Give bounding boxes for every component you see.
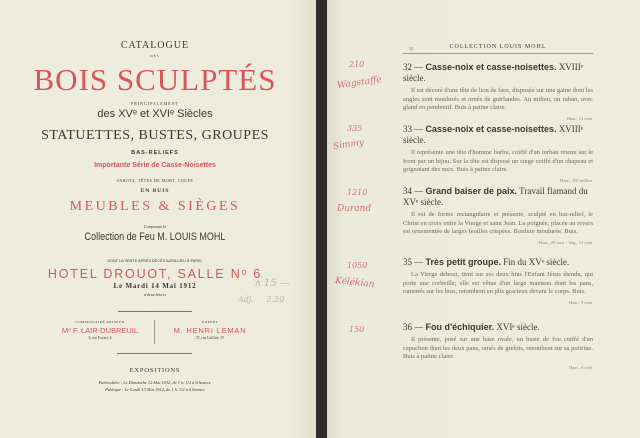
entry-title: Grand baiser de paix. (425, 186, 518, 196)
sabots-text: SABOTS, TÊTES DE MORT, COUPE (116, 178, 194, 183)
entry-number: 36 (403, 322, 412, 332)
expert-address: 37, rue Laffitte, 37 (195, 336, 225, 340)
catalogue-entry: 32 — Casse-noix et casse-noisettes. XVIIIᵉ siècle. Il est décoré d'une tête de lion de face, disposée sur une gaine dont les angles sont moulurés et ornés de guirlandes. Au milieu, un ruban, avec gland en pendentif. Buis à patine claire. Haut., 14 cent. (403, 62, 593, 123)
entry-measure: Haut., 185 millim. (559, 177, 593, 183)
divider (117, 353, 192, 354)
date-text: Le Mardi 14 Mai 1912 (113, 282, 197, 290)
entry-description: Il est décoré d'une tête de lion de face, disposée sur une gaine dont les angles sont moulurés et ornés de guirlandes. Au milieu, un ruban, avec gland en pendentif. Buis à patine claire. (403, 87, 593, 112)
expert-block (160, 320, 260, 340)
entry-period: Fin du XVᵉ siècle. (503, 257, 570, 267)
entry-number: 35 (403, 257, 412, 267)
handwritten-price: 1210 (347, 188, 368, 197)
handwritten-price: 1050 (347, 261, 368, 270)
composant-text: Composant la (143, 224, 167, 229)
pencil-note: ʌ 15 — (255, 278, 290, 289)
entry-title: Casse-noix et casse-noisettes. (425, 124, 557, 134)
bas-reliefs-text: BAS-RELIEFS (131, 150, 179, 156)
handwritten-buyer: Simmy (332, 137, 365, 153)
entry-description: Il est de forme rectangulaire et présente, sculpté en bas-relief, le Christ en croix entre la Vierge et saint Jean. La poignée, placée au revers est ornementée de larges feuilles crispées. Bordure moulurée. Buis. (403, 211, 593, 236)
serie-text: Importante Série de Casse-Noisettes (94, 162, 216, 169)
expositions-heading: EXPOSITIONS (129, 367, 181, 374)
main-title: BOIS SCULPTÉS (33, 62, 277, 97)
meubles-text: MEUBLES & SIÈGES (69, 199, 241, 214)
catalogue-entry: 34 — Grand baiser de paix. Travail flamand du XVᵉ siècle. Il est de forme rectangulaire et présente, sculpté en bas-relief, le Christ en croix entre la Vierge et saint Jean. La poignée, placée au revers est ornementée de larges feuilles crispées. Bordure moulurée. Buis. Haut., 20 cent. ; larg., 14 cent. (403, 186, 593, 247)
left-page (0, 0, 316, 438)
handwritten-buyer: Durand (337, 204, 372, 214)
expert-label: EXPERT (201, 320, 218, 324)
entry-title: Très petit groupe. (425, 257, 502, 267)
entry-period: XVIIIᵉ siècle. (403, 62, 584, 83)
heure-text: à deux heures (143, 292, 167, 297)
commissaire-block (50, 320, 150, 340)
hotel-text: HOTEL DROUOT, SALLE Nᵒ 6 (47, 267, 263, 281)
entry-period: XVIIIᵉ siècle. (403, 124, 584, 145)
entry-measure: Haut., 20 cent. ; larg., 14 cent. (538, 239, 593, 245)
entry-number: 32 (403, 62, 412, 72)
page-number: 12 (409, 46, 413, 51)
entry-description: La Vierge debout, tient sur ses deux bras l'Enfant Jésus étendu, qui porte une corbeille; elle est vêtue d'un large manteau dont les pans, ramenés sur les bras, retombent en plis gracieux devant le corps. Buis. (403, 271, 593, 296)
collection-text: Collection de Feu M. LOUIS MOHL (84, 231, 226, 243)
catalogue-entry: 35 — Très petit groupe. Fin du XVᵉ siècle. La Vierge debout, tient sur ses deux bras l'Enfant Jésus étendu, qui porte une corbeille; elle est vêtue d'un large manteau dont les pans, ramenés sur les bras, retombent en plis gracieux devant le corps. Buis. Haut., 9 cent. (403, 257, 593, 307)
catalogue-entry: 33 — Casse-noix et casse-noisettes. XVIIIᵉ siècle. Il représente une tête d'homme barbu, coiffé d'un turban retenu sur le front par un bijou. Sur la tête est disposé un singe coiffé d'un chapeau et grignotant des noix. Buis à patine claire. Haut., 185 millim. (403, 124, 593, 185)
commissaire-address: 6, rue Favart, 6 (88, 336, 112, 340)
entry-number: 34 (403, 186, 412, 196)
header-rule (403, 53, 593, 54)
en-buis-text: EN BUIS (140, 188, 170, 194)
handwritten-buyer: Kélékian (334, 275, 375, 291)
catalogue-heading: CATALOGUE (120, 40, 190, 51)
exposition-particuliere: Particulière : Le Dimanche 12 Mai 1912, de 1 h. 1/2 à 6 heures. (98, 380, 212, 385)
entry-title: Fou d'échiquier. (425, 322, 495, 332)
divider (118, 311, 192, 312)
handwritten-buyer: Wagstaffe (336, 74, 383, 92)
handwritten-price: 335 (347, 124, 363, 133)
entry-description: Il présente, posé sur une base ovale, un buste de fou coiffé d'un capuchon dont les deux pans, ornés de grelots, retombent sur sa poitrine. Buis à patine claire. (403, 336, 593, 361)
statuettes-text: STATUETTES, BUSTES, GROUPES (41, 128, 269, 143)
running-header: COLLECTION LOUIS MOHL (449, 44, 547, 50)
entry-title: Casse-noix et casse-noisettes. (425, 62, 557, 72)
des-text: DES (150, 54, 160, 58)
entry-number: 33 (403, 124, 412, 134)
vertical-divider (154, 320, 155, 344)
siecles-text: des XVᵉ et XVIᵉ Siècles (97, 108, 213, 120)
exposition-publique: Publique : Le Lundi 13 Mai 1912, de 1 h. 1/2 à 6 heures. (105, 387, 205, 392)
commissaire-label: COMMISSAIRE-PRISEUR (75, 320, 125, 324)
entry-measure: Haut., 14 cent. (566, 115, 593, 121)
principalement-text: PRINCIPALEMENT (130, 101, 180, 106)
commissaire-name: Mᵉ F. LAIR-DUBREUIL (61, 326, 139, 335)
entry-period: Travail flamand du XVᵉ siècle. (403, 186, 588, 207)
catalogue-entry: 36 — Fou d'échiquier. XVIᵉ siècle. Il présente, posé sur une base ovale, un buste de fou coiffé d'un capuchon dont les deux pans, ornés de grelots, retombent sur sa poitrine. Buis à patine claire. Haut., 6 cent. (403, 322, 593, 372)
entry-period: XVIᵉ siècle. (496, 322, 540, 332)
entry-measure: Haut., 9 cent. (568, 299, 593, 305)
expert-name: M. HENRI LEMAN (173, 326, 247, 335)
handwritten-price: 210 (349, 60, 365, 69)
right-page (327, 0, 640, 438)
handwritten-price: 150 (349, 325, 365, 334)
pencil-note: Adj. 2.20 (238, 295, 285, 304)
entry-measure: Haut., 6 cent. (568, 364, 593, 370)
entry-description: Il représente une tête d'homme barbu, coiffé d'un turban retenu sur le front par un bijou. Sur la tête est disposé un singe coiffé d'un chapeau et grignotant des noix. Buis à patine claire. (403, 149, 593, 174)
vente-text: DONT LA VENTE APRÈS DÉCÈS AURA LIEU À PARIS, (107, 259, 203, 263)
